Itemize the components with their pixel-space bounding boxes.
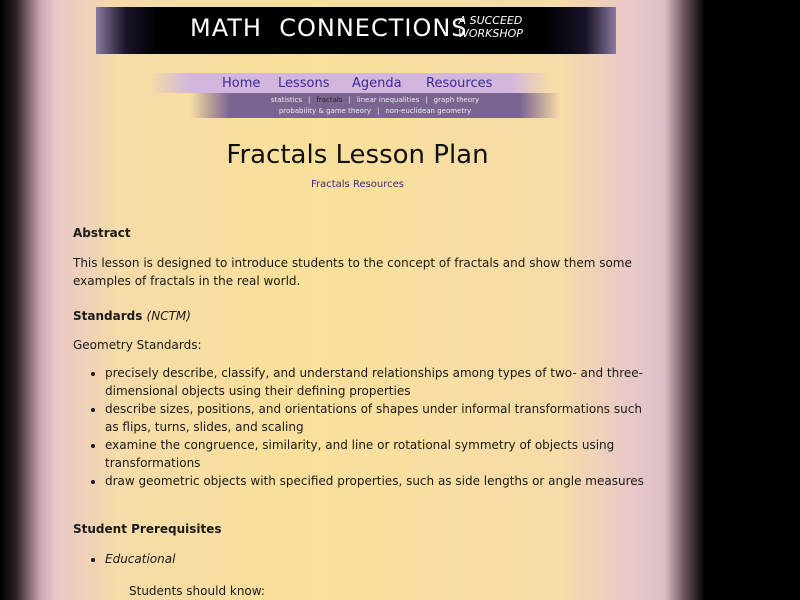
subnav-linear-inequalities[interactable]: linear inequalities (356, 96, 420, 104)
subnav-probability[interactable]: probability & game theory (278, 107, 371, 115)
tagline-line2: WORKSHOP (458, 27, 523, 40)
should-know-text: Students should know: (129, 584, 265, 598)
main-nav (150, 73, 550, 93)
nav-home[interactable]: Home (222, 76, 261, 91)
subnav-statistics[interactable]: statistics (270, 96, 303, 104)
standards-note: (NCTM) (146, 309, 191, 323)
list-item: • draw geometric objects with specified properties, such as side lengths or angle measures (105, 472, 653, 490)
subnav-fractals[interactable]: fractals (316, 96, 343, 104)
subnav-non-euclidean[interactable]: non-euclidean geometry (385, 107, 472, 115)
nav-lessons[interactable]: Lessons (278, 76, 330, 91)
list-item: • Educational (105, 550, 653, 568)
standards-heading (73, 307, 653, 325)
lesson-content (73, 224, 653, 600)
site-logo[interactable] (190, 14, 468, 42)
prerequisites-heading: Student Prerequisites (73, 522, 222, 536)
standards-heading-text: Standards (73, 309, 143, 323)
page-title: Fractals Lesson Plan (226, 140, 489, 170)
geometry-standards-label: Geometry Standards: (73, 338, 202, 352)
list-item: • precisely describe, classify, and understand relationships among types of two- and three-dimensional objects using their defining properties (105, 364, 653, 400)
logo-math: MATH (190, 14, 262, 42)
standards-list (73, 364, 653, 490)
logo-connections: CONNECTIONS (279, 14, 468, 42)
list-item: • describe sizes, positions, and orientations of shapes under informal transformations such as flips, turns, slides, and scaling (105, 400, 653, 436)
abstract-heading: Abstract (73, 226, 131, 240)
tagline (458, 14, 523, 40)
resources-link[interactable]: Fractals Resources (310, 179, 405, 190)
subnav-graph-theory[interactable]: graph theory (433, 96, 480, 104)
list-item: • examine the congruence, similarity, and line or rotational symmetry of objects using transformations (105, 436, 653, 472)
nav-resources[interactable]: Resources (426, 76, 493, 91)
nav-agenda[interactable]: Agenda (352, 76, 402, 91)
tagline-line1: A SUCCEED (458, 14, 523, 27)
prerequisites-list (73, 550, 653, 568)
lesson-subnav: statistics | fractals | linear inequalities | graph theory probability & game theory | non-euclidean geometry (190, 93, 560, 118)
abstract-text: This lesson is designed to introduce students to the concept of fractals and show them some examples of fractals in the real world. (73, 256, 632, 288)
